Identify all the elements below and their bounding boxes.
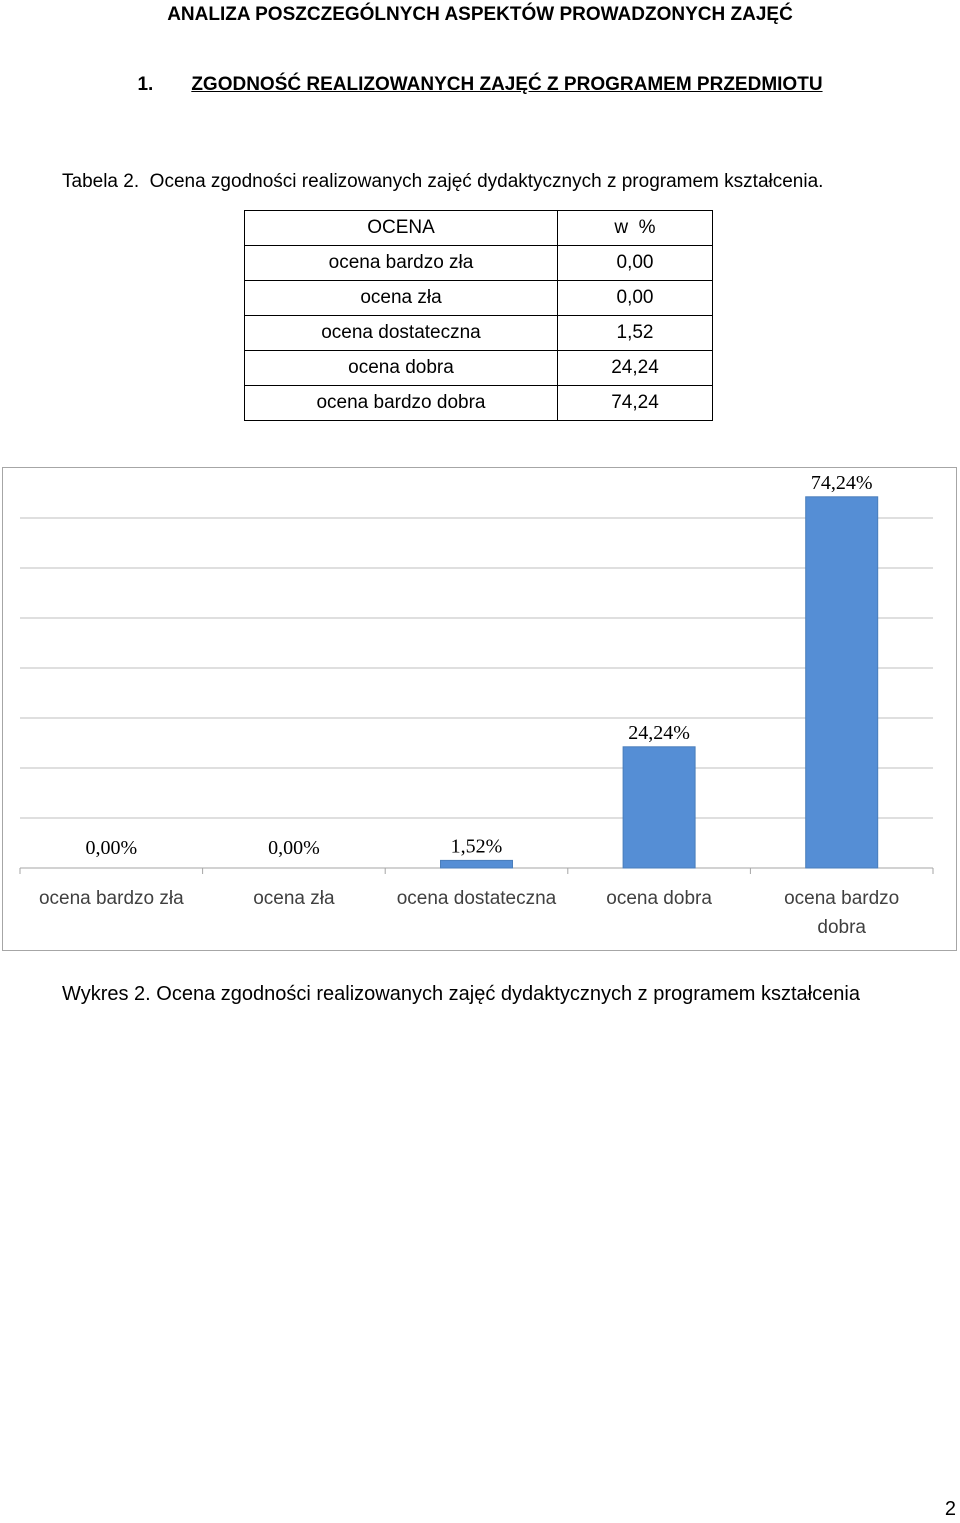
table-row	[245, 316, 713, 351]
table-header-percent: w %	[558, 211, 713, 246]
chart-category-label: dobra	[817, 917, 867, 938]
chart-category-label: ocena dostateczna	[396, 888, 557, 909]
chart-category-label: ocena bardzo zła	[38, 888, 184, 909]
chart-category-label: ocena dobra	[606, 888, 712, 909]
bar-chart	[2, 467, 957, 951]
section-heading	[0, 74, 960, 96]
table-row	[245, 246, 713, 281]
table-cell-grade: ocena bardzo dobra	[245, 386, 558, 421]
table-cell-percent: 74,24	[558, 386, 713, 421]
table-cell-grade: ocena bardzo zła	[245, 246, 558, 281]
chart-data-label: 74,24%	[810, 471, 873, 494]
document-title: ANALIZA POSZCZEGÓLNYCH ASPEKTÓW PROWADZONYCH ZAJĘĆ	[167, 4, 793, 25]
chart-bar	[806, 497, 878, 868]
table-row	[245, 386, 713, 421]
table-cell-grade: ocena zła	[245, 281, 558, 316]
table-cell-percent: 24,24	[558, 351, 713, 386]
table-cell-percent: 0,00	[558, 281, 713, 316]
table-cell-grade: ocena dobra	[245, 351, 558, 386]
chart-category-label: ocena zła	[253, 888, 335, 909]
table-cell-grade: ocena dostateczna	[245, 316, 558, 351]
table-row	[245, 351, 713, 386]
chart-bar	[623, 747, 695, 868]
grades-table	[244, 210, 713, 421]
section-number: 1.	[137, 74, 154, 95]
section-title: ZGODNOŚĆ REALIZOWANYCH ZAJĘĆ Z PROGRAMEM PRZEDMIOTU	[191, 74, 823, 95]
chart-bar	[441, 860, 513, 868]
chart-category-label: ocena bardzo	[784, 888, 900, 909]
bar-chart-svg	[3, 468, 958, 952]
table-header-row	[245, 211, 713, 246]
chart-data-label: 24,24%	[628, 721, 690, 744]
table-cell-percent: 0,00	[558, 246, 713, 281]
table-header-grade: OCENA	[245, 211, 558, 246]
chart-data-label: 0,00%	[268, 837, 320, 859]
chart-data-label: 1,52%	[450, 835, 503, 858]
page-number: 2	[944, 1498, 956, 1520]
chart-data-label: 0,00%	[85, 837, 138, 859]
table-cell-percent: 1,52	[558, 316, 713, 351]
table-row	[245, 281, 713, 316]
chart-caption: Wykres 2. Ocena zgodności realizowanych zajęć dydaktycznych z programem kształcenia	[62, 983, 860, 1005]
table-caption: Tabela 2. Ocena zgodności realizowanych zajęć dydaktycznych z programem kształcenia.	[62, 171, 824, 192]
